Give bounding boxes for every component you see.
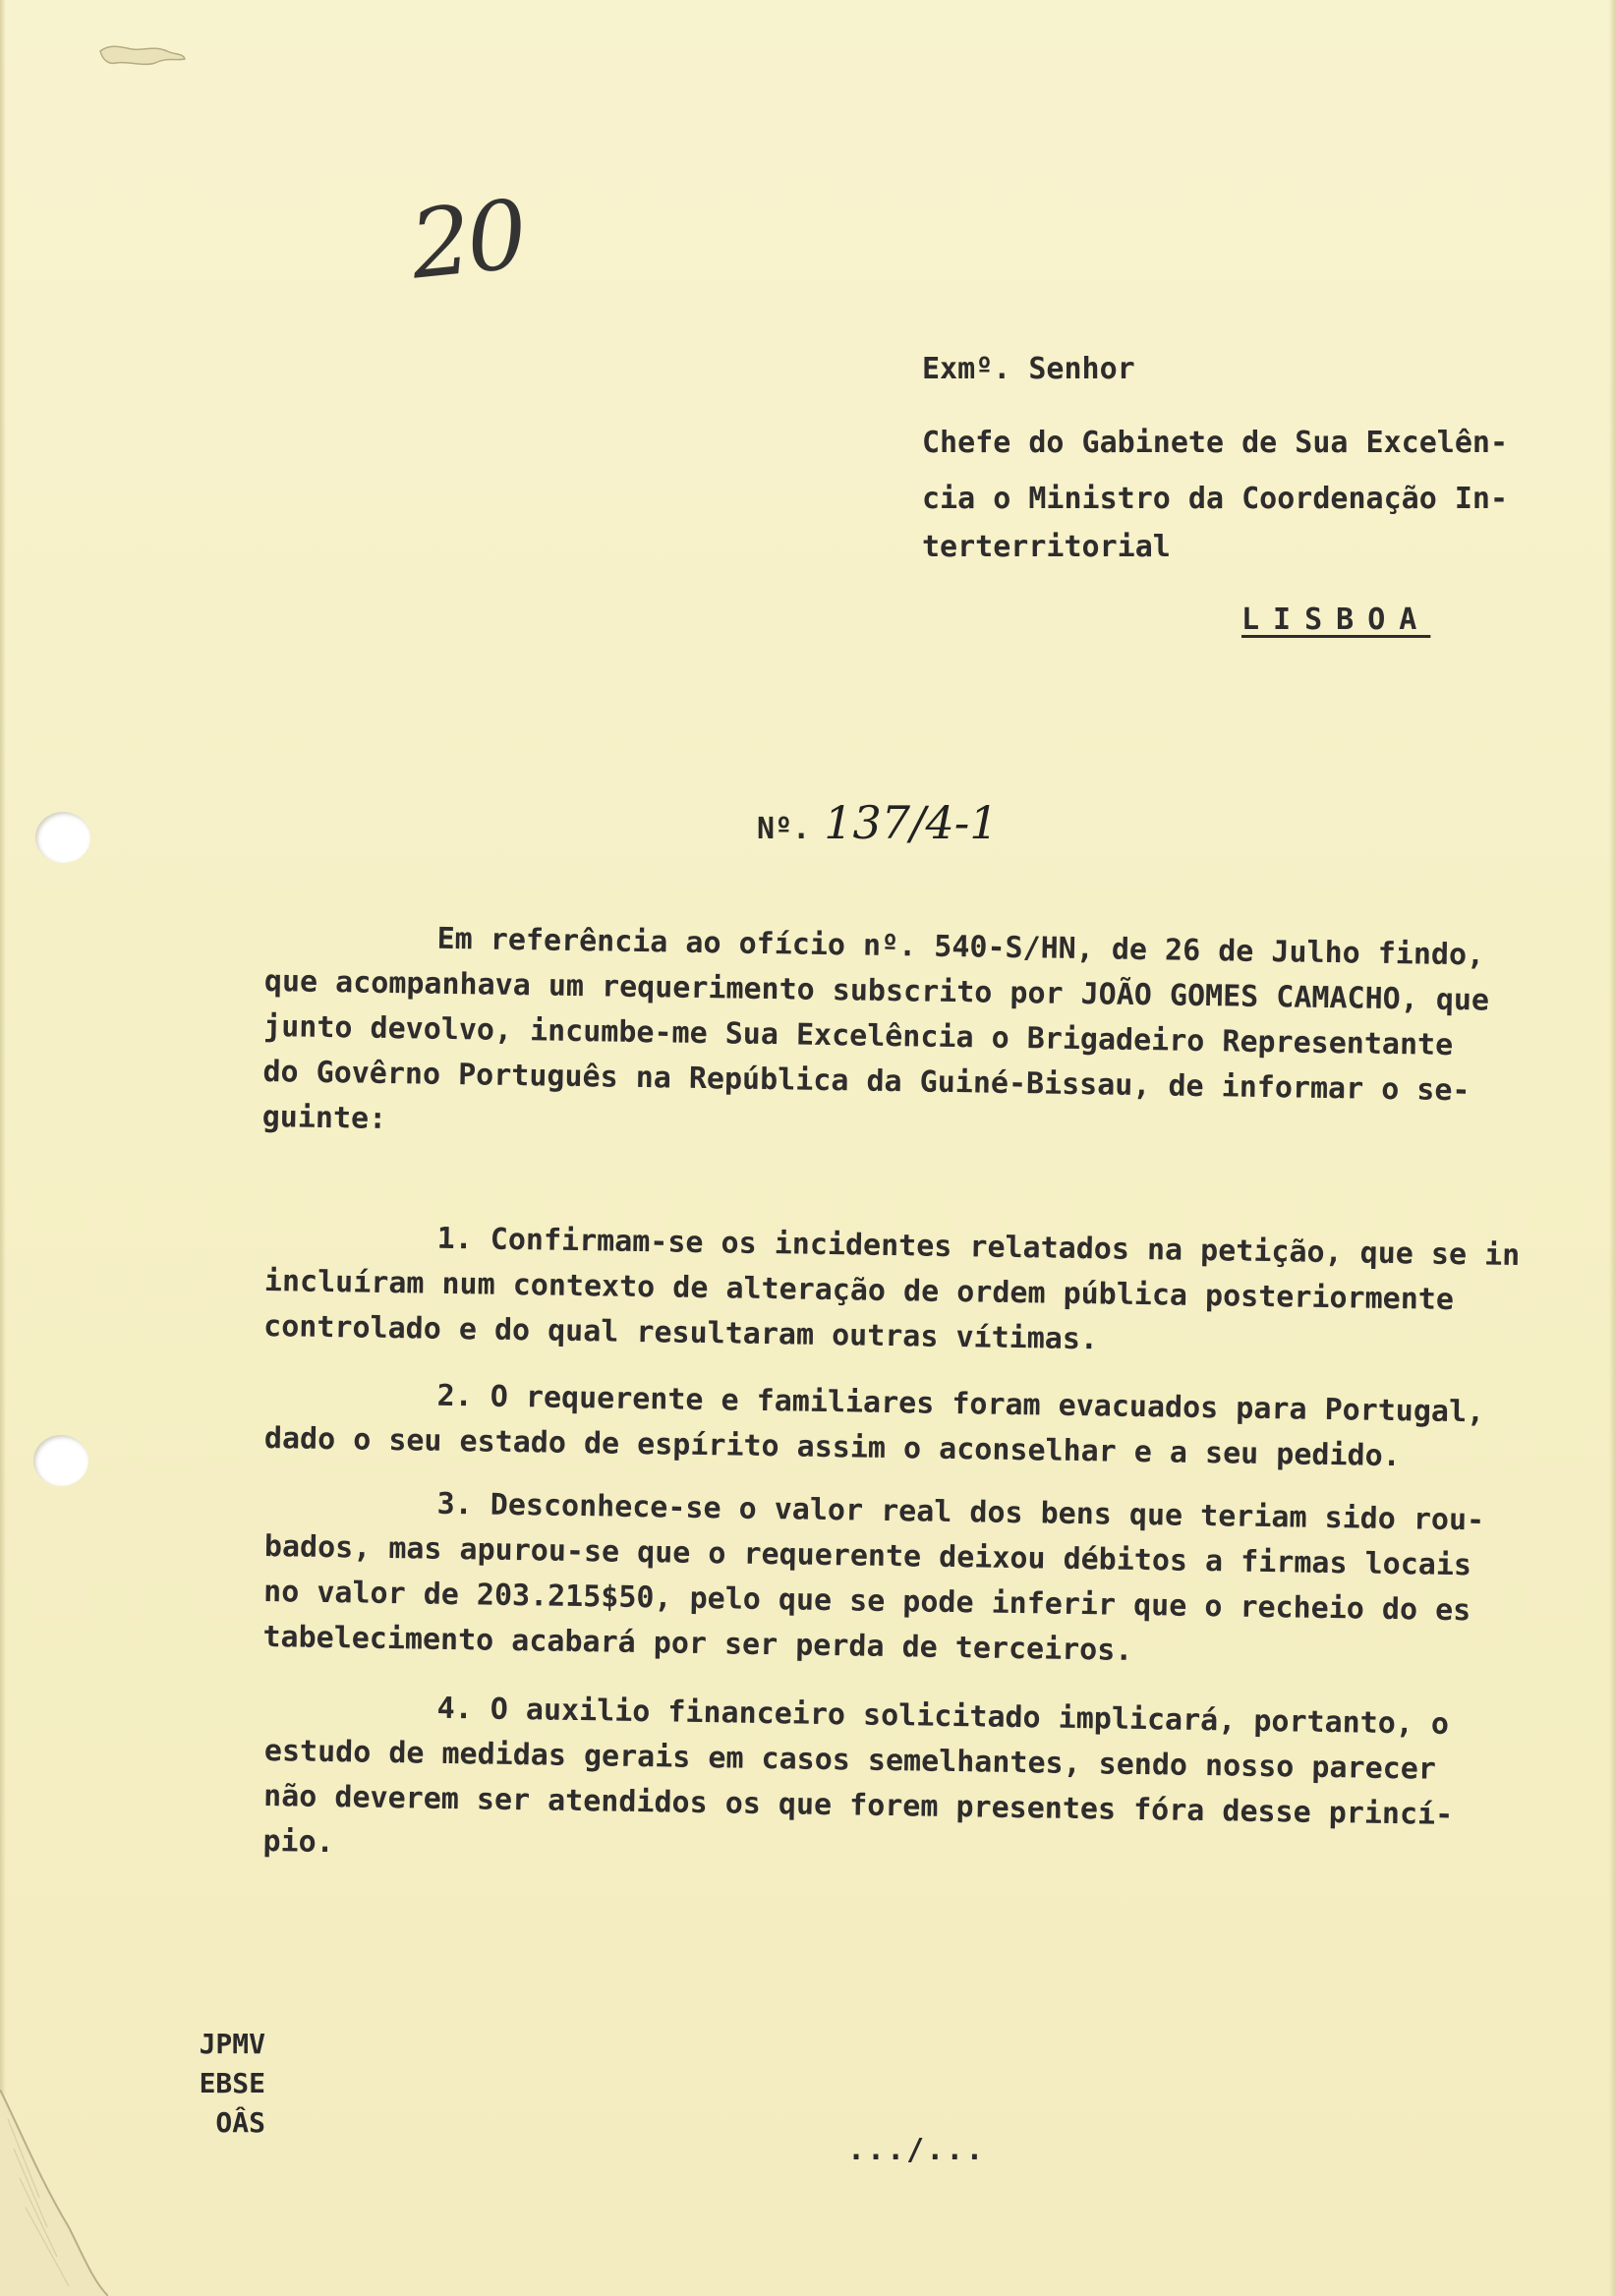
item-4-line: pio. [262,1823,334,1861]
item-2-line: 2. O requerente e familiares foram evacuados para Portugal, [436,1378,1485,1430]
torn-paper-mark [98,39,187,69]
initials-line: OÂS [215,2106,265,2139]
page-edge-left [0,0,6,2296]
reference-prefix: Nº. [757,812,811,846]
destination-city: LISBOA [1241,603,1431,637]
intro-line: que acompanhava um requerimento subscrito por JOÃO GOMES CAMACHO, que [263,963,1490,1018]
reference-number [757,796,999,849]
item-2-paragraph [264,1371,1602,1482]
handwritten-page-number: 20 [405,179,529,301]
item-1-paragraph [263,1214,1602,1370]
initials-line: EBSE [199,2067,265,2099]
item-3-line: bados, mas apurou-se que o requerente deixou débitos a firmas locais [263,1528,1472,1583]
item-4-line: 4. O auxilio financeiro solicitado implicará, portanto, o [436,1691,1450,1742]
folded-corner [0,2090,108,2296]
intro-line: junto devolvo, incumbe-me Sua Excelência o Brigadeiro Representante [262,1008,1454,1062]
item-1-line: 1. Confirmam-se os incidentes relatados na petição, que se in [436,1221,1521,1274]
typist-initials [187,2025,265,2143]
item-4-paragraph [262,1684,1602,1885]
item-3-line: tabelecimento acabará por ser perda de terceiros. [262,1619,1133,1668]
intro-line: Em referência ao ofício nº. 540-S/HN, de 26 de Julho findo, [436,921,1485,973]
recipient-line-2: cia o Ministro da Coordenação In- [922,482,1509,516]
item-3-line: 3. Desconhece-se o valor real dos bens que teriam sido rou- [436,1486,1485,1538]
continuation-mark: .../... [847,2133,986,2167]
item-2-line: dado o seu estado de espírito assim o aconselhar e a seu pedido. [263,1420,1401,1474]
intro-line: do Govêrno Português na República da Guiné-Bissau, de informar o se- [262,1054,1471,1109]
initials-line: JPMV [199,2028,265,2060]
page-edge-right [1609,0,1615,2296]
recipient-line-1: Chefe do Gabinete de Sua Excelên- [922,426,1509,460]
salutation: Exmº. Senhor [922,352,1135,386]
recipient-line-3: terterritorial [922,530,1171,564]
intro-line: guinte: [261,1099,387,1136]
reference-number-handwritten: 137/4-1 [824,796,999,849]
item-4-line: não deverem ser atendidos os que forem presentes fóra desse princí- [262,1778,1454,1832]
punch-hole-upper [35,812,90,863]
item-3-paragraph [262,1479,1602,1681]
item-3-line: no valor de 203.215$50, pelo que se pode inferir que o recheio do es [262,1574,1471,1629]
intro-paragraph [261,914,1601,1161]
punch-hole-lower [33,1435,88,1486]
item-4-line: estudo de medidas gerais em casos semelhantes, sendo nosso parecer [263,1733,1437,1787]
item-1-line: incluíram num contexto de alteração de ordem pública posteriormente [263,1263,1455,1317]
item-1-line: controlado e do qual resultaram outras vítimas. [262,1308,1099,1357]
